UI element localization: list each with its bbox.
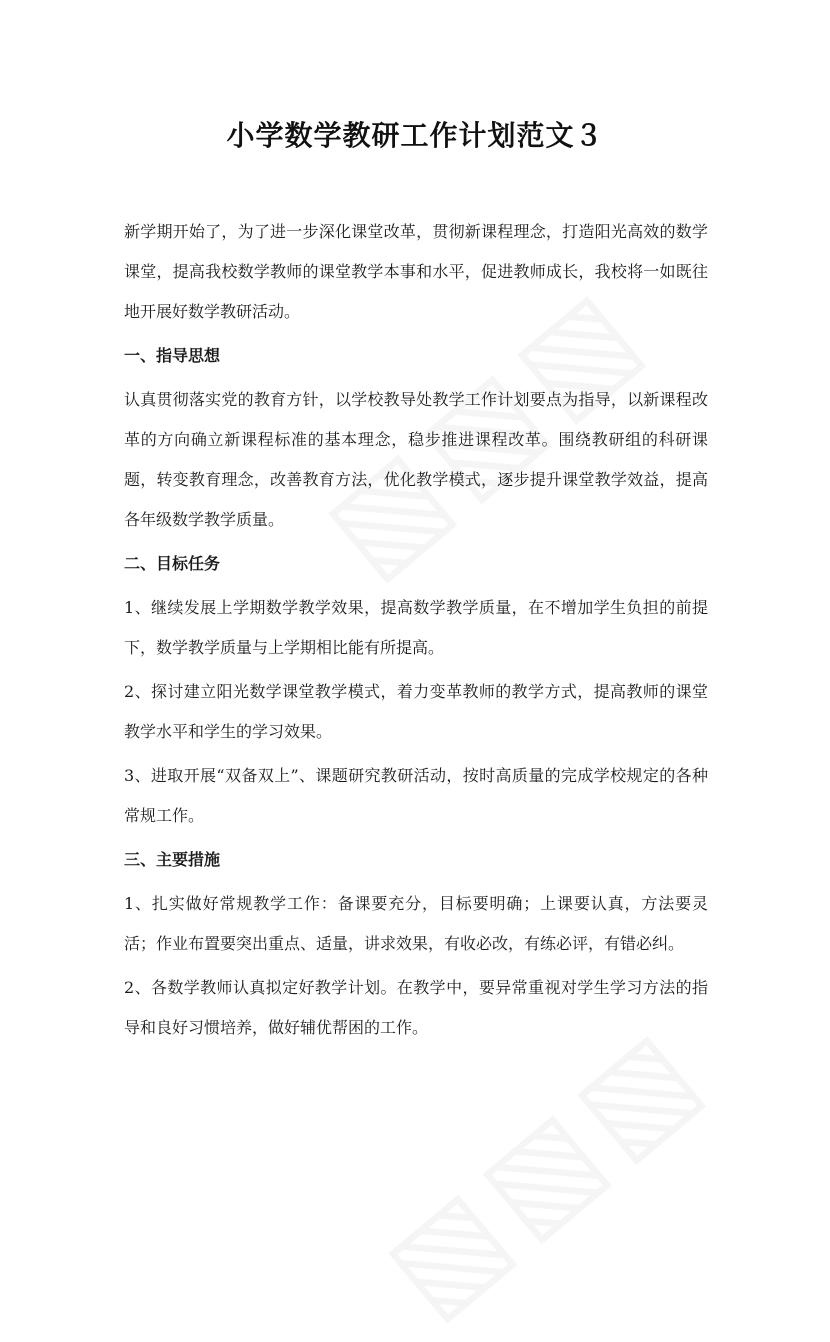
intro-paragraph: 新学期开始了，为了进一步深化课堂改革，贯彻新课程理念，打造阳光高效的数学课堂，提高我校数学教师的课堂教学本事和水平，促进教师成长，我校将一如既往地开展好数学教研活动。 [124, 222, 708, 321]
section-guiding-ideology [124, 336, 708, 540]
section-paragraph: 认真贯彻落实党的教育方针，以学校教导处教学工作计划要点为指导，以新课程改革的方向确立新课程标准的基本理念，稳步推进课程改革。围绕教研组的科研课题，转变教育理念，改善教育方法，优化教学模式，逐步提升课堂教学效益，提高各年级数学教学质量。 [124, 390, 708, 529]
section-heading: 一、指导思想 [124, 346, 221, 365]
section-paragraph: 3、进取开展“双备双上”、课题研究教研活动，按时高质量的完成学校规定的各种常规工作。 [124, 766, 708, 825]
section-paragraph: 2、探讨建立阳光数学课堂教学模式，着力变革教师的教学方式，提高教师的课堂教学水平和学生的学习效果。 [124, 682, 708, 741]
section-heading: 三、主要措施 [124, 850, 221, 869]
section-paragraph: 1、扎实做好常规教学工作：备课要充分，目标要明确；上课要认真，方法要灵活；作业布置要突出重点、适量，讲求效果，有收必改，有练必评，有错必纠。 [124, 894, 708, 953]
section-goals-tasks [124, 544, 708, 836]
section-paragraph: 1、继续发展上学期数学教学效果，提高数学教学质量，在不增加学生负担的前提下，数学教学质量与上学期相比能有所提高。 [124, 598, 708, 657]
section-heading: 二、目标任务 [124, 554, 221, 573]
document-title: 小学数学教研工作计划范文３ [226, 119, 604, 152]
section-main-measures [124, 840, 708, 1048]
document-body [124, 212, 708, 1052]
section-paragraph: 2、各数学教师认真拟定好教学计划。在教学中，要异常重视对学生学习方法的指导和良好习惯培养，做好辅优帮困的工作。 [124, 978, 708, 1037]
